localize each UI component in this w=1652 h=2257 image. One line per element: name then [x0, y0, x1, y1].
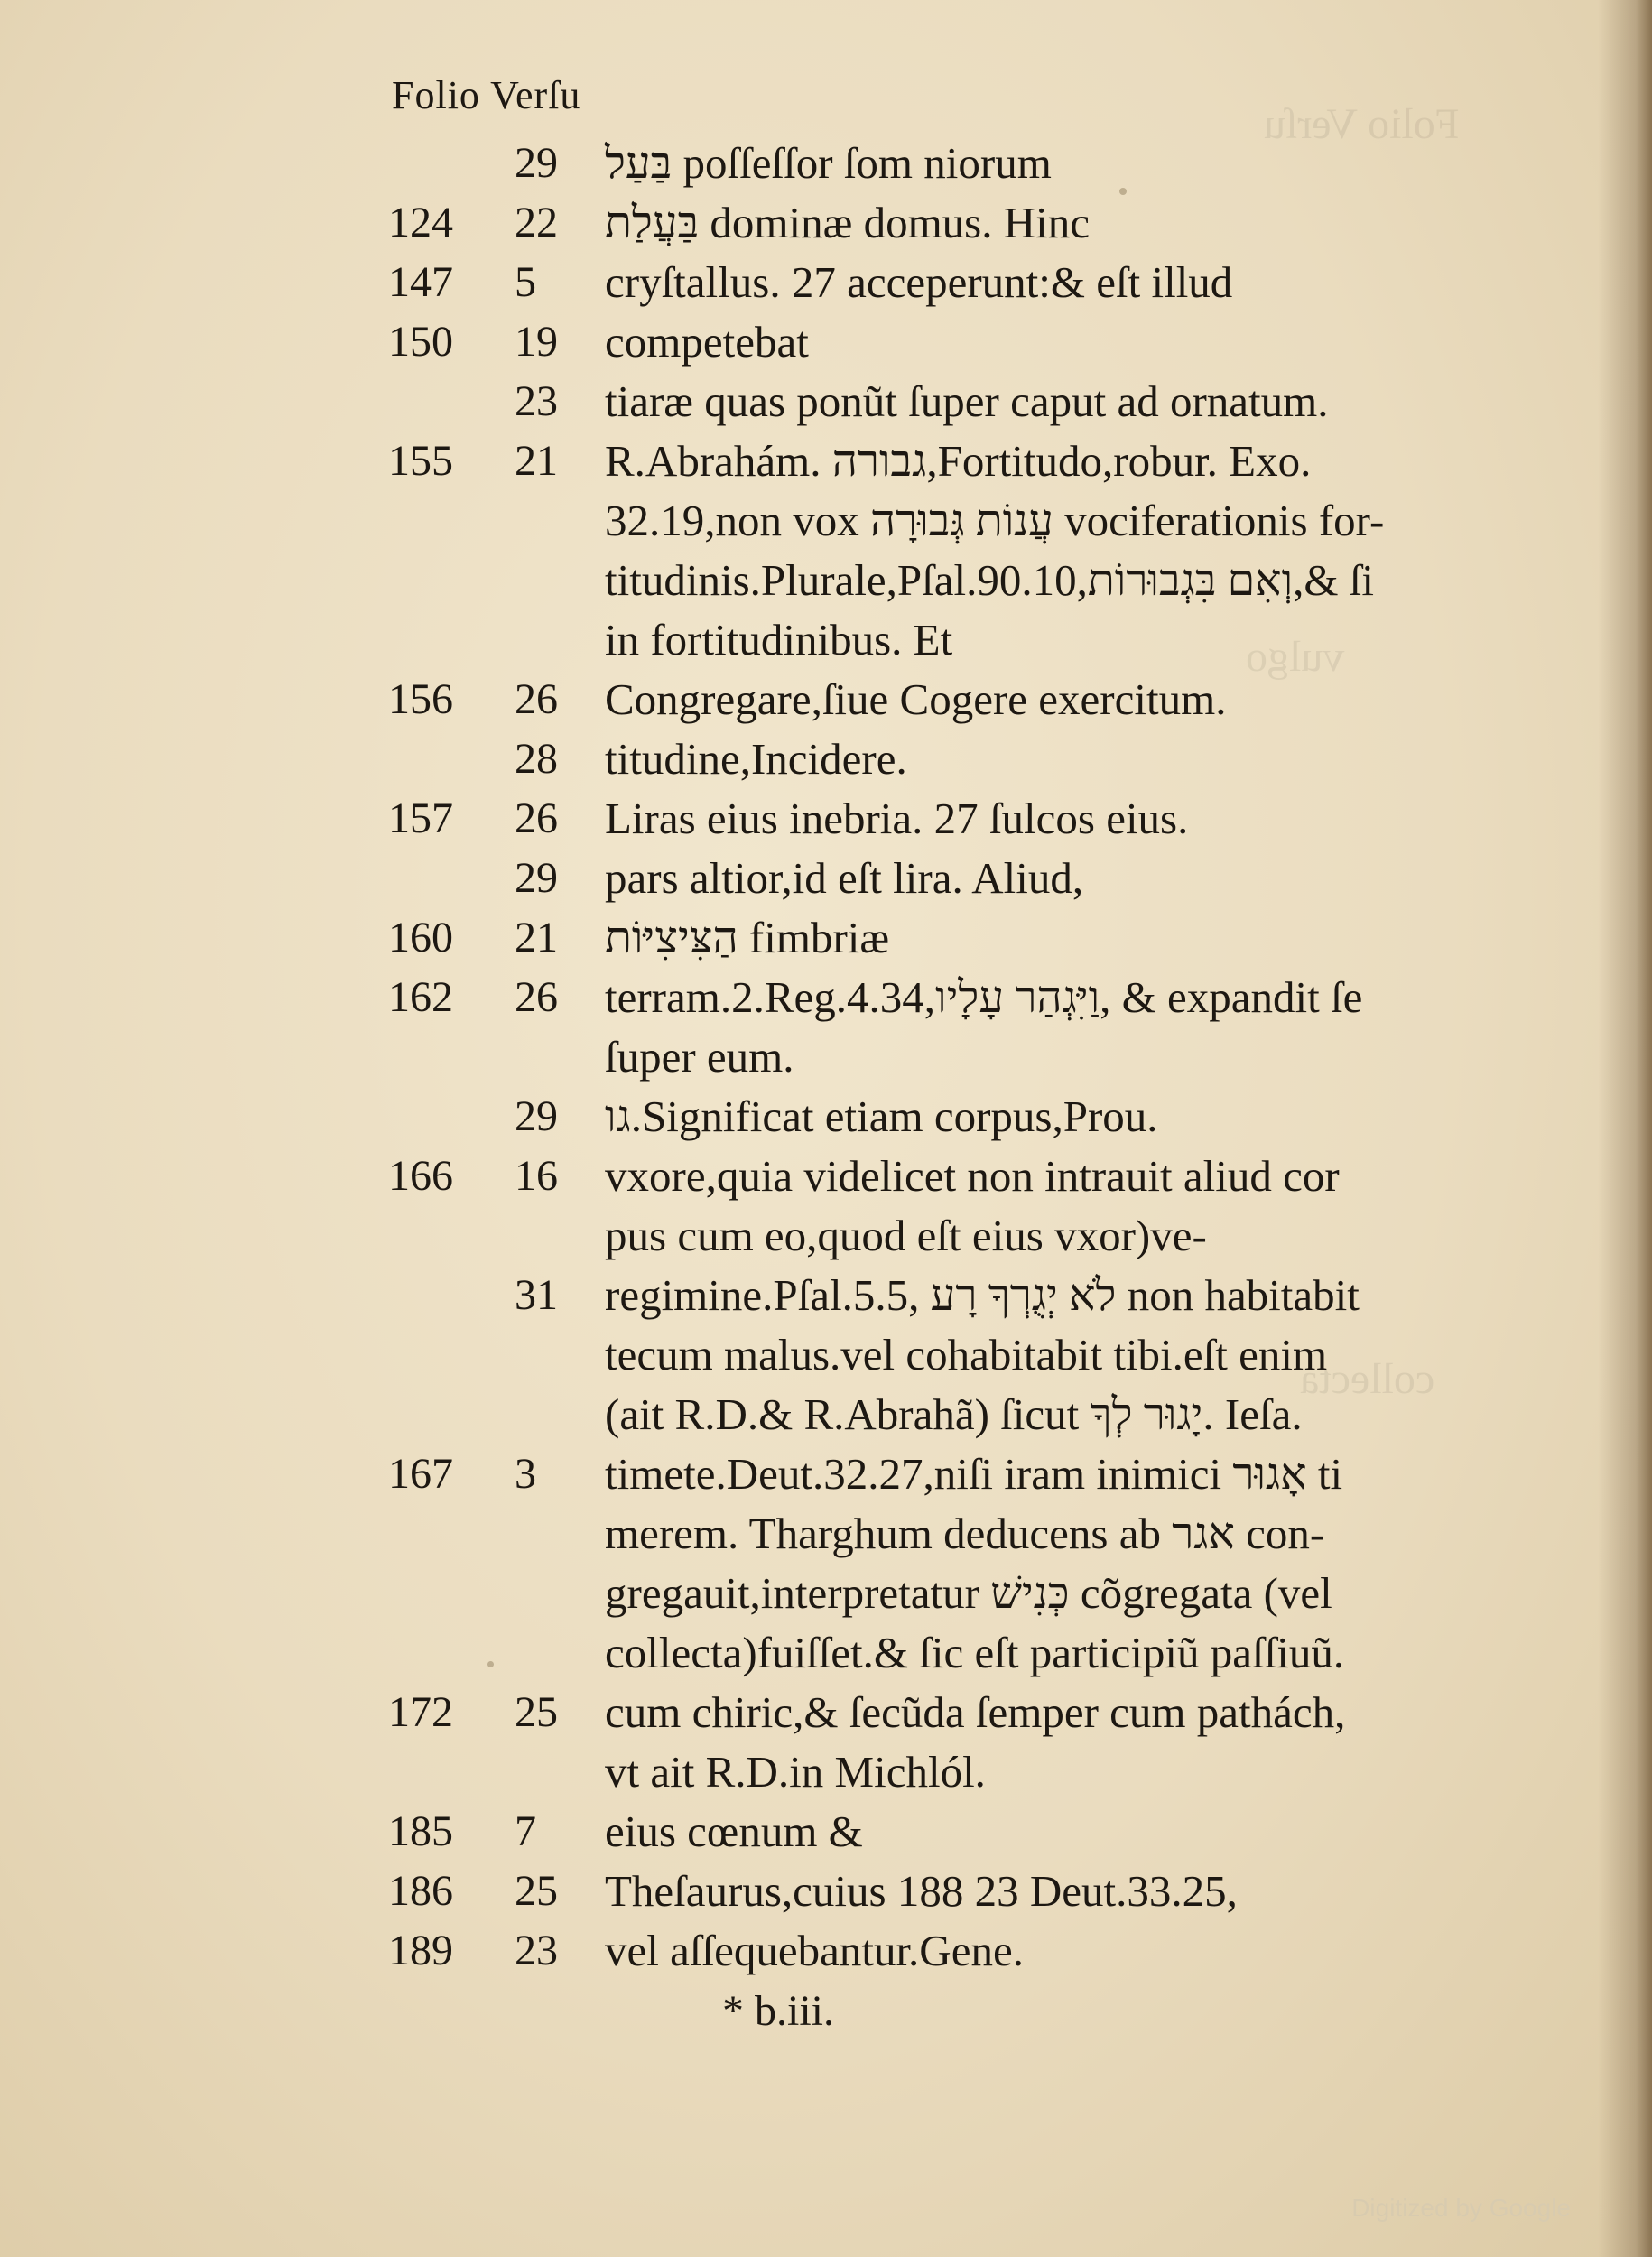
text-line: 32.19,non vox עֲנוֹת גְּבוּרָה vociferationis for-	[605, 496, 1385, 545]
bleed-through: Folio Verſu	[1264, 100, 1460, 148]
folio-number: 172	[388, 1688, 453, 1736]
text-line: בַּעֲלַת dominæ domus. Hinc	[605, 198, 1090, 247]
signature-mark: * b.iii.	[722, 1987, 835, 2035]
text-line: גו.Significat etiam corpus,Prou.	[605, 1091, 1158, 1141]
entry-text	[605, 729, 1499, 789]
text-line: Congregare,ſiue Cogere exercitum.	[605, 674, 1227, 724]
text-line: vt ait R.D.in Michlól.	[605, 1747, 986, 1797]
text-line: tiaræ quas ponũt ſuper caput ad ornatum.	[605, 376, 1329, 426]
list-item	[388, 789, 1499, 849]
text-line: בַּעַל poſſeſſor ſom niorum	[605, 138, 1052, 188]
list-item	[388, 1683, 1499, 1802]
entry-text	[605, 372, 1499, 432]
text-line: titudine,Incidere.	[605, 734, 907, 784]
list-item	[388, 849, 1499, 908]
text-line: ſuper eum.	[605, 1032, 794, 1082]
page-edge-shadow	[1598, 0, 1652, 2257]
list-item	[388, 1921, 1499, 1981]
entry-text	[605, 1087, 1499, 1147]
line-number: 19	[515, 318, 558, 366]
entry-text	[605, 1444, 1499, 1683]
text-line: Theſaurus,cuius 188 23 Deut.33.25,	[605, 1866, 1238, 1916]
text-line: timete.Deut.32.27,niſi iram inimici אָגוּר ti	[605, 1449, 1343, 1499]
list-item	[388, 312, 1499, 372]
line-number: 29	[515, 139, 558, 187]
text-line: gregauit,interpretatur כְּנִישׁ cõgregata (vel	[605, 1568, 1332, 1618]
folio-number: 185	[388, 1807, 453, 1855]
text-line: cum chiric,& ſecũda ſemper cum pathách,	[605, 1687, 1346, 1737]
entry-text	[605, 968, 1499, 1087]
entry-text	[605, 1147, 1499, 1266]
list-item	[388, 372, 1499, 432]
entry-text	[605, 432, 1499, 670]
text-line: pars altior,id eſt lira. Aliud,	[605, 853, 1084, 903]
errata-list	[388, 134, 1499, 1981]
list-item	[388, 1444, 1499, 1683]
watermark: Digitized by Google	[1351, 2194, 1571, 2222]
text-line: eius cœnum &	[605, 1807, 863, 1856]
list-item	[388, 1266, 1499, 1444]
entry-text	[605, 1802, 1499, 1862]
line-number: 26	[515, 675, 558, 723]
line-number: 26	[515, 973, 558, 1021]
folio-number: 186	[388, 1867, 453, 1915]
line-number: 26	[515, 794, 558, 842]
line-number: 29	[515, 1092, 558, 1140]
list-item	[388, 968, 1499, 1087]
text-line: collecta)fuiſſet.& ſic eſt participiũ paſſiuũ.	[605, 1628, 1345, 1677]
text-line: tecum malus.vel cohabitabit tibi.eſt enim	[605, 1330, 1328, 1379]
folio-number: 167	[388, 1450, 453, 1498]
list-item	[388, 1087, 1499, 1147]
folio-number: 147	[388, 258, 453, 306]
line-number: 7	[515, 1807, 536, 1855]
folio-number: 166	[388, 1152, 453, 1200]
line-number: 5	[515, 258, 536, 306]
list-item	[388, 1802, 1499, 1862]
text-line: (ait R.D.& R.Abrahã) ſicut יָגוּר לְךָ. Ieſa.	[605, 1389, 1303, 1439]
line-number: 25	[515, 1688, 558, 1736]
text-line: הַצִּיצִיּוֹת fimbriæ	[605, 913, 890, 962]
entry-text	[605, 1266, 1499, 1444]
list-item	[388, 1862, 1499, 1921]
list-item	[388, 193, 1499, 253]
folio-number: 150	[388, 318, 453, 366]
folio-number: 156	[388, 675, 453, 723]
text-line: terram.2.Reg.4.34,וַיִּגְהַר עָלָיו, & expandit ſe	[605, 972, 1363, 1022]
folio-number: 189	[388, 1927, 453, 1974]
folio-number: 160	[388, 914, 453, 961]
line-number: 23	[515, 377, 558, 425]
text-line: vxore,quia videlicet non intrauit aliud cor	[605, 1151, 1340, 1201]
bleed-through: vulgo	[1246, 633, 1345, 681]
list-item	[388, 253, 1499, 312]
folio-number: 157	[388, 794, 453, 842]
line-number: 25	[515, 1867, 558, 1915]
entry-text	[605, 193, 1499, 253]
list-item	[388, 729, 1499, 789]
list-item	[388, 432, 1499, 670]
bleed-through: collecta	[1300, 1355, 1435, 1403]
list-item	[388, 670, 1499, 729]
text-line: competebat	[605, 317, 809, 367]
text-line: Liras eius inebria. 27 ſulcos eius.	[605, 794, 1189, 843]
folio-number: 124	[388, 199, 453, 246]
entry-text	[605, 789, 1499, 849]
text-line: vel aſſequebantur.Gene.	[605, 1926, 1024, 1975]
entry-text	[605, 1862, 1499, 1921]
text-line: in fortitudinibus. Et	[605, 615, 953, 664]
text-line: regimine.Pſal.5.5, לֹא יְגֻרְךָ רָע non habitabit	[605, 1270, 1360, 1320]
entry-text	[605, 312, 1499, 372]
entry-text	[605, 134, 1499, 193]
text-line: cryſtallus. 27 acceperunt:& eſt illud	[605, 257, 1233, 307]
line-number: 21	[515, 437, 558, 485]
line-number: 3	[515, 1450, 536, 1498]
folio-number: 155	[388, 437, 453, 485]
line-number: 28	[515, 735, 558, 783]
running-header: Folio Verſu	[392, 73, 581, 117]
text-line: merem. Tharghum deducens ab אגר con-	[605, 1509, 1325, 1558]
line-number: 29	[515, 854, 558, 902]
line-number: 23	[515, 1927, 558, 1974]
entry-text	[605, 1683, 1499, 1802]
list-item	[388, 1147, 1499, 1266]
entry-text	[605, 908, 1499, 968]
line-number: 31	[515, 1271, 558, 1319]
text-line: pus cum eo,quod eſt eius vxor)ve-	[605, 1211, 1207, 1260]
text-line: titudinis.Plurale,Pſal.90.10,וְאִם בִּגְבוּרוֹת,& ſi	[605, 555, 1374, 605]
list-item	[388, 908, 1499, 968]
entry-text	[605, 670, 1499, 729]
list-item	[388, 134, 1499, 193]
text-line: R.Abrahám. גבורה,Fortitudo,robur. Exo.	[605, 436, 1312, 486]
line-number: 16	[515, 1152, 558, 1200]
entry-text	[605, 849, 1499, 908]
line-number: 21	[515, 914, 558, 961]
folio-number: 162	[388, 973, 453, 1021]
line-number: 22	[515, 199, 558, 246]
entry-text	[605, 253, 1499, 312]
entry-text	[605, 1921, 1499, 1981]
